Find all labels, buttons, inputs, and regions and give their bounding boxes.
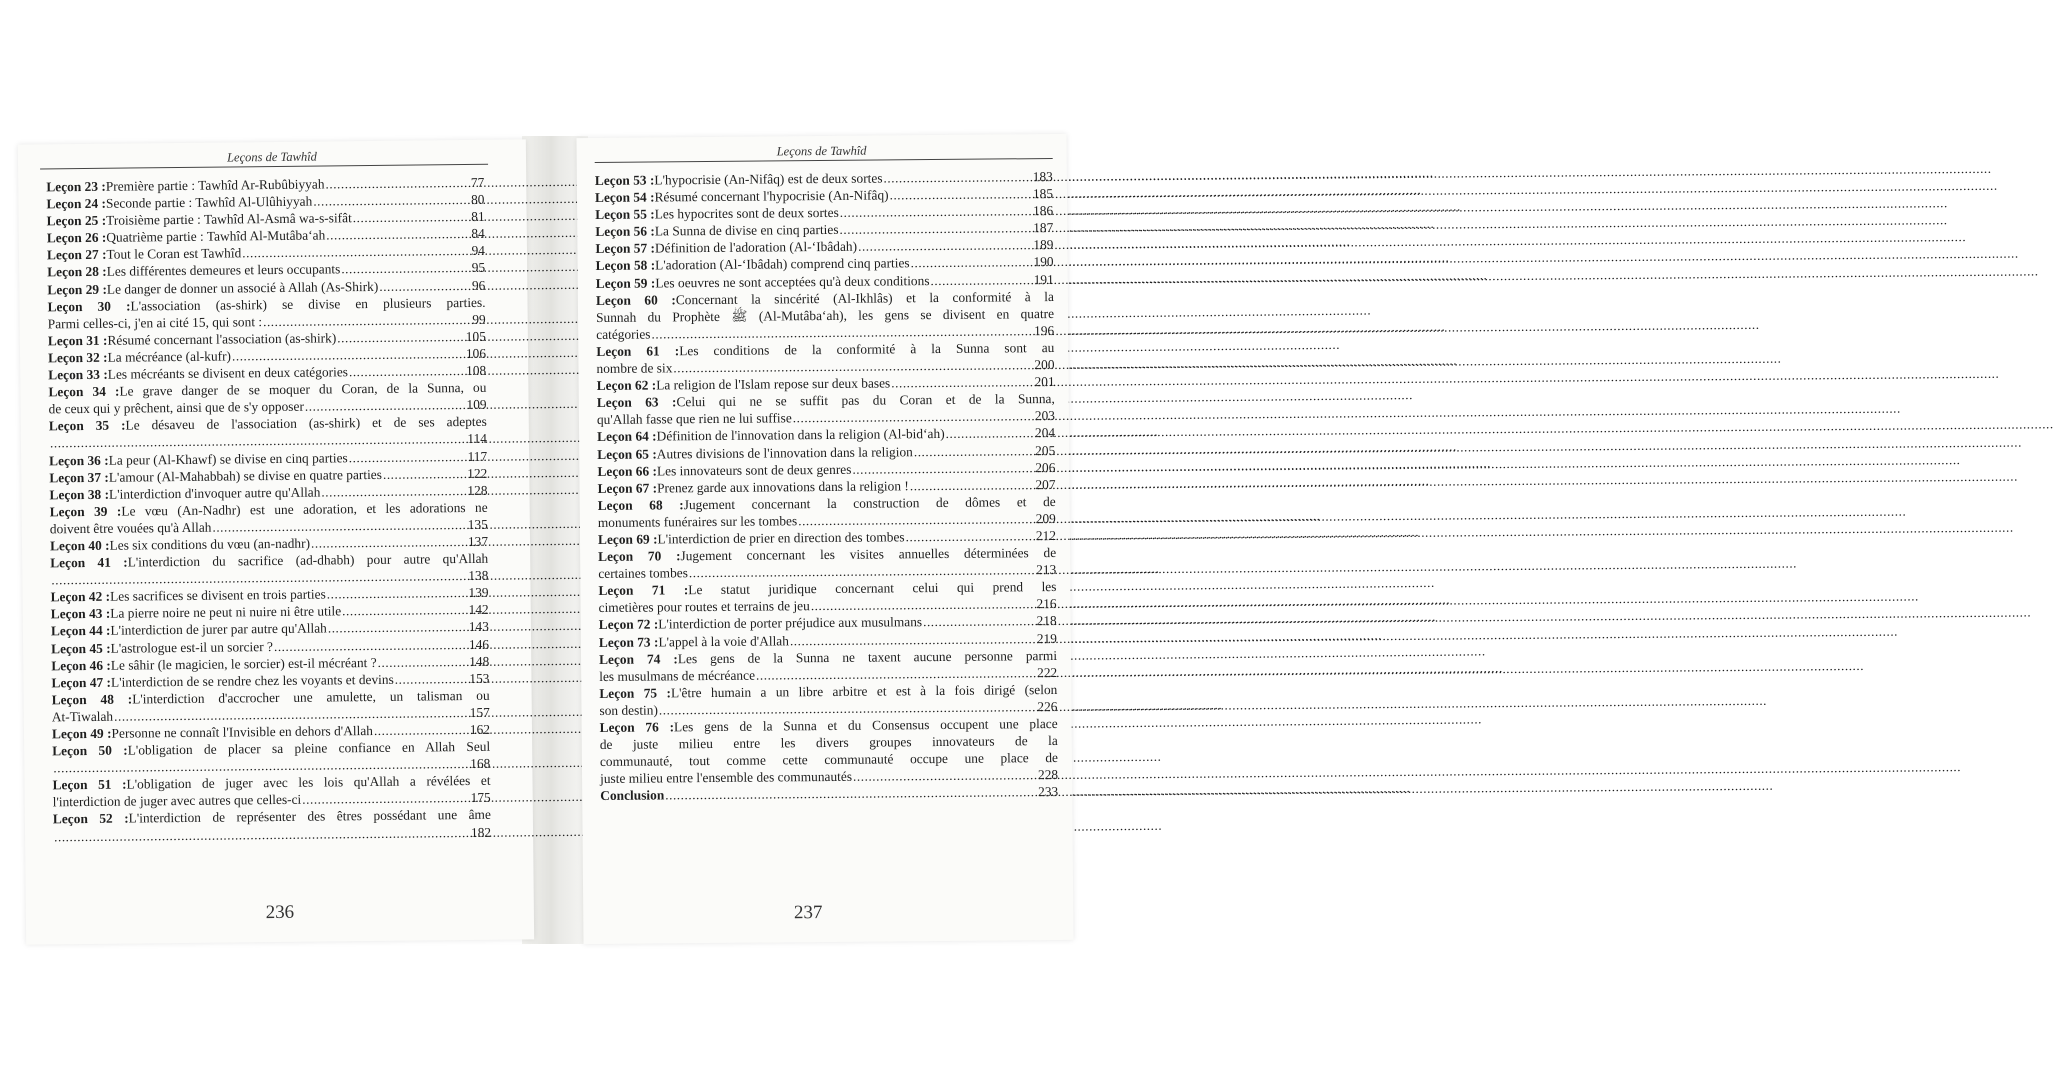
page-ref: 99 [472, 311, 486, 327]
lesson-title-text: Les gens de la Sunna ne taxent aucune personne parmi [677, 647, 1058, 666]
lesson-label: Leçon 65 : [597, 445, 657, 462]
lesson-title-text: L'interdiction d'accrocher une amulette, un talisman ou [132, 687, 490, 707]
page-ref: 77 [470, 174, 485, 190]
page-ref: 206 [1035, 459, 1056, 475]
toc-entry [50, 550, 488, 589]
lesson-title-text: Résumé concernant l'hypocrisie (An-Nifâq) [654, 187, 889, 205]
lesson-label: Conclusion [600, 787, 665, 804]
lesson-title-text: Le grave danger de se moquer du Coran, de la Sunna, ou [119, 379, 487, 399]
page-ref: 95 [471, 260, 486, 276]
dot-leader [839, 219, 1032, 238]
lesson-title-text: Sunnah du Prophète ﷺ (Al-Mutâba‘ah), les gens se divisent en quatre [595, 305, 1055, 325]
lesson-label: Leçon 55 : [595, 206, 655, 223]
lesson-label: Leçon 75 : [599, 685, 671, 701]
dot-leader [328, 618, 468, 637]
dot-leader [341, 259, 471, 277]
lesson-label: Leçon 45 : [51, 640, 111, 656]
toc-entry [48, 379, 486, 418]
lesson-title-text: L'amour (Al-Mahabbah) se divise en quatre parties [108, 466, 382, 485]
dot-leader [383, 465, 466, 483]
toc-list [46, 174, 491, 845]
lesson-label: Leçon 49 : [51, 725, 112, 742]
lesson-title-text: Les hypocrites sont de deux sortes [654, 205, 839, 222]
lesson-label: Leçon 68 : [597, 497, 684, 513]
lesson-title-text: Jugement concernant la construction de dômes et de [683, 493, 1056, 513]
dot-leader [321, 482, 466, 501]
lesson-title-text: La religion de l'Islam repose sur deux bases [656, 375, 891, 393]
dot-leader [311, 533, 467, 552]
page-ref: 81 [471, 208, 485, 225]
page-ref: 186 [1032, 203, 1054, 219]
dot-leader [327, 584, 468, 603]
lesson-label: Leçon 30 : [47, 298, 131, 315]
lesson-title-text: Jugement concernant les visites annuelles déterminées de [680, 545, 1057, 564]
page-ref: 200 [1034, 357, 1055, 373]
dot-leader [337, 328, 465, 346]
lesson-label: Leçon 23 : [46, 178, 106, 195]
page-ref: 190 [1033, 254, 1054, 270]
dot-leader [756, 664, 1036, 684]
lesson-label: Leçon 74 : [598, 650, 678, 667]
page-ref: 142 [468, 602, 489, 618]
lesson-title-text: son destin) [599, 702, 658, 718]
page-ref: 143 [468, 619, 489, 635]
dot-leader [858, 237, 1032, 256]
lesson-title-text: L'interdiction du sacrifice (ad-dhabh) pour autre qu'Allah [127, 550, 489, 570]
page-ref: 187 [1033, 220, 1054, 236]
lesson-title-text: doivent être vouées qu'à Allah [49, 519, 212, 537]
lesson-title-text: Le danger de donner un associé à Allah (As-Shirk) [106, 278, 379, 297]
dot-leader [798, 510, 1035, 529]
lesson-label: Leçon 51 : [52, 776, 127, 793]
lesson-label: Leçon 47 : [51, 674, 112, 691]
lesson-title-text: nombre de six [596, 360, 673, 377]
lesson-label: Leçon 28 : [47, 264, 107, 280]
page-ref: 139 [468, 585, 489, 601]
lesson-label: Leçon 33 : [48, 366, 108, 383]
page-ref: 201 [1034, 374, 1055, 390]
lesson-title-text: Autres divisions de l'innovation dans la religion [656, 443, 913, 461]
running-head: Leçons de Tawhîd [226, 149, 317, 165]
dot-leader [840, 202, 1032, 221]
dot-leader [923, 613, 1036, 631]
lesson-title-text: L'adoration (Al-‘Ibâdah) comprend cinq parties [655, 255, 910, 273]
lesson-title-text: Les innovateurs sont de deux genres [656, 461, 852, 479]
dot-leader [911, 254, 1033, 272]
lesson-title-text: La mécréance (al-kufr) [107, 348, 232, 365]
page-ref: 233 [1038, 784, 1059, 800]
page-ref: 109 [466, 397, 487, 413]
lesson-title-text: Le désaveu de l'association (as-shirk) et de ses adeptes [125, 414, 487, 433]
page-ref: 105 [465, 328, 486, 344]
page-ref: 122 [467, 465, 488, 481]
toc-entry [600, 783, 1058, 804]
lesson-label: Leçon 25 : [46, 212, 107, 229]
lesson-title-text: Les mécréants se divisent en deux catégories [107, 364, 349, 382]
lesson-title-text: L'interdiction de se rendre chez les voyants et devins [110, 671, 394, 690]
dot-leader [790, 630, 1036, 649]
lesson-title-text: Les gens de la Sunna et du Consensus occupent une place [673, 715, 1058, 735]
lesson-label: Leçon 70 : [598, 548, 681, 565]
page-ref: 137 [467, 533, 489, 549]
page-ref: 182 [470, 824, 492, 840]
toc-entry [596, 288, 1054, 343]
dot-leader [326, 225, 470, 244]
lesson-label: Leçon 43 : [50, 606, 111, 622]
dot-leader [883, 168, 1031, 186]
page-ref: 209 [1035, 510, 1056, 527]
toc-entry [598, 578, 1056, 616]
dot-leader [313, 191, 470, 210]
lesson-title-text: Parmi celles-ci, j'en ai cité 15, qui sont : [47, 313, 263, 332]
lesson-title-text: L'obligation de juger avec les lois qu'Allah a révélées et [126, 773, 491, 792]
lesson-title-text: Les sacrifices se divisent en trois parties [109, 586, 326, 604]
lesson-title-text: catégories [596, 326, 651, 342]
lesson-label: Leçon 66 : [597, 463, 657, 479]
lesson-title-text: Définition de l'innovation dans la religion (Al-bid‘ah) [656, 426, 945, 444]
lesson-label: Leçon 61 : [596, 343, 680, 359]
lesson-title-text: L'interdiction d'invoquer autre qu'Allah [108, 484, 321, 502]
page-ref: 191 [1033, 271, 1054, 287]
lesson-title-text: Définition de l'adoration (Al-‘Ibâdah) [654, 239, 858, 256]
lesson-title-text: communauté, tout comme cette communauté occupe une place de [599, 750, 1058, 770]
dot-leader [342, 601, 468, 619]
page-ref: 84 [471, 226, 485, 242]
lesson-label: Leçon 50 : [52, 742, 128, 759]
lesson-title-text: L'astrologue est-il un sorcier ? [110, 638, 273, 656]
lesson-label: Leçon 52 : [52, 811, 129, 827]
lesson-label: Leçon 24 : [46, 195, 107, 212]
dot-leader [302, 789, 470, 808]
toc-entry [52, 687, 490, 726]
lesson-title-text: monuments funéraires sur les tombes [597, 513, 798, 530]
lesson-label: Leçon 53 : [594, 172, 655, 188]
right-page [576, 134, 1073, 944]
lesson-title-text: Personne ne connaît l'Invisible en dehors d'Allah [111, 722, 373, 741]
toc-entry [52, 772, 490, 811]
page-ref: 168 [470, 755, 491, 772]
page-ref: 203 [1034, 408, 1055, 424]
lesson-title-text: L'interdiction de porter préjudice aux musulmans [658, 614, 923, 632]
dot-leader [374, 721, 469, 739]
lesson-label: Leçon 57 : [595, 240, 656, 257]
dot-leader [793, 407, 1034, 426]
page-ref: 157 [469, 704, 490, 720]
page-ref: 128 [467, 482, 488, 498]
lesson-title-text: Les oeuvres ne sont acceptées qu'à deux conditions [655, 272, 930, 291]
page-number: 236 [265, 901, 295, 924]
dot-leader [665, 784, 1037, 804]
lesson-title-text: At-Tiwalah [51, 708, 114, 725]
lesson-title-text: l'interdiction de juger avec autres que celles-ci [52, 792, 302, 810]
lesson-title-text: cimetières pour routes et terrains de jeu [598, 598, 810, 616]
lesson-label: Leçon 46 : [51, 657, 111, 673]
lesson-title-text: de juste milieu entre les divers groupes innovateurs de la [599, 733, 1058, 753]
page-ref: 108 [466, 362, 487, 379]
page-ref: 135 [467, 516, 488, 532]
page-ref: 219 [1036, 630, 1057, 646]
page-ref: 106 [465, 345, 487, 361]
dot-leader [910, 476, 1035, 494]
page-ref: 222 [1037, 664, 1058, 680]
page-ref: 80 [470, 191, 485, 208]
lesson-title-text: Tout le Coran est Tawhîd [106, 245, 242, 263]
lesson-title-text: certaines tombes [598, 565, 688, 582]
toc-entry [52, 738, 490, 777]
dot-leader [906, 527, 1035, 545]
lesson-title-text: les musulmans de mécréance [599, 667, 756, 684]
dot-leader [946, 425, 1035, 443]
page-ref: 153 [469, 670, 490, 686]
toc-entry [47, 293, 485, 332]
toc-entry-final-line [600, 783, 1058, 804]
page-ref: 162 [469, 721, 491, 737]
page-ref: 228 [1037, 767, 1059, 783]
dot-leader [274, 636, 468, 655]
page-ref: 175 [470, 790, 491, 806]
toc-entry-final-line [53, 823, 491, 845]
toc-entry [599, 681, 1057, 719]
page-ref: 218 [1036, 613, 1057, 629]
lesson-title-text: L'appel à la voie d'Allah [658, 632, 789, 649]
page-ref: 216 [1036, 596, 1057, 612]
lesson-title-text: Le sâhir (le magicien, le sorcier) est-il mécréant ? [110, 654, 377, 673]
lesson-title-text: L'être humain a un libre arbitre et est à la fois dirigé (selon [670, 681, 1058, 701]
lesson-label: Leçon 26 : [46, 230, 107, 246]
toc-entry [596, 339, 1054, 377]
lesson-title-text: Celui qui ne se suffit pas du Coran et de la Sunna, [676, 391, 1055, 410]
lesson-label: Leçon 39 : [49, 503, 122, 520]
lesson-title-text: La pierre noire ne peut ni nuire ni être utile [110, 603, 342, 622]
toc-entry [598, 544, 1056, 582]
dot-leader [379, 277, 471, 295]
lesson-label: Leçon 40 : [49, 537, 110, 554]
lesson-title-text: de ceux qui y prêchent, ainsi que de s'y opposer [48, 398, 304, 417]
page-number: 237 [793, 902, 823, 924]
dot-leader [914, 442, 1034, 460]
lesson-label: Leçon 54 : [594, 189, 655, 206]
lesson-label: Leçon 72 : [598, 616, 659, 633]
dot-leader [305, 396, 466, 415]
lesson-title-text: Les conditions de la conformité à la Sunna sont au [679, 339, 1055, 359]
lesson-label: Leçon 34 : [48, 383, 120, 400]
lesson-label: Leçon 64 : [597, 428, 657, 445]
lesson-label: Leçon 56 : [595, 223, 655, 240]
lesson-label: Leçon 62 : [596, 377, 657, 394]
lesson-label: Leçon 48 : [51, 691, 133, 708]
lesson-label: Leçon 63 : [596, 394, 677, 411]
lesson-label: Leçon 35 : [48, 417, 126, 434]
lesson-title-text: Prenez garde aux innovations dans la religion ! [656, 477, 909, 496]
lesson-label: Leçon 29 : [47, 281, 107, 297]
page-ref: 94 [471, 243, 486, 259]
dot-leader [930, 271, 1032, 289]
lesson-label: Leçon 59 : [595, 275, 656, 291]
left-page [18, 139, 534, 944]
lesson-title-text: L'association (as-shirk) se divise en plusieurs parties. [130, 294, 486, 314]
lesson-title-text: L'hypocrisie (An-Nifâq) est de deux sortes [654, 170, 883, 188]
dot-leader [325, 174, 470, 193]
dot-leader [395, 670, 469, 688]
toc-entry [597, 390, 1055, 428]
page-ref: 148 [469, 653, 490, 669]
lesson-label: Leçon 69 : [597, 531, 658, 547]
page-ref: 138 [468, 567, 489, 584]
lesson-title-text: qu'Allah fasse que rien ne lui suffise [596, 410, 792, 428]
page-ref: 196 [1034, 322, 1055, 339]
dot-leader [349, 448, 467, 466]
lesson-label: Leçon 71 : [598, 582, 689, 599]
dot-leader [890, 185, 1032, 203]
lesson-title-text: juste milieu entre l'ensemble des communautés [600, 769, 853, 787]
dot-leader [349, 362, 465, 380]
lesson-label: Leçon 41 : [50, 554, 128, 571]
page-ref: 204 [1034, 425, 1056, 441]
lesson-label: Leçon 38 : [49, 486, 110, 503]
lesson-title-text: L'interdiction de jurer par autre qu'Allah [110, 620, 327, 639]
page-ref: 183 [1032, 168, 1053, 185]
lesson-title-text: La peur (Al-Khawf) se divise en cinq parties [108, 449, 348, 468]
dot-leader [353, 208, 471, 226]
page-ref: 205 [1035, 442, 1056, 458]
lesson-label: Leçon 37 : [49, 469, 109, 485]
page-ref: 96 [471, 277, 486, 293]
toc-entry [598, 493, 1056, 531]
lesson-label: Leçon 44 : [50, 623, 111, 639]
dot-leader [891, 373, 1033, 391]
dot-leader [853, 766, 1037, 785]
toc-entry [49, 413, 487, 452]
dot-leader [54, 824, 470, 845]
lesson-title-text: Première partie : Tawhîd Ar-Rubûbiyyah [105, 176, 325, 194]
dot-leader [263, 311, 471, 330]
page-ref: 114 [467, 431, 488, 447]
lesson-label: Leçon 76 : [599, 719, 675, 735]
lesson-label: Leçon 67 : [597, 480, 658, 496]
toc-entry [53, 806, 491, 845]
page-ref: 185 [1032, 186, 1054, 202]
lesson-title-text: Résumé concernant l'association (as-shirk) [107, 330, 337, 348]
lesson-label: Leçon 32 : [47, 349, 108, 366]
page-ref: 117 [467, 448, 488, 464]
page-ref: 213 [1036, 562, 1057, 578]
lesson-title-text: L'interdiction de représenter des êtres possédant une âme [128, 807, 491, 827]
lesson-label: Leçon 42 : [50, 588, 111, 605]
lesson-label: Leçon 58 : [595, 257, 656, 274]
page-ref: 212 [1035, 527, 1057, 544]
lesson-label: Leçon 36 : [49, 452, 109, 468]
lesson-label: Leçon 31 : [47, 332, 108, 349]
toc-entry [599, 647, 1057, 685]
lesson-title-text: Concernant la sincérité (Al-Ikhlâs) et la conformité à la [675, 288, 1054, 307]
lesson-title-text: Les six conditions du vœu (an-nadhr) [109, 535, 311, 553]
dot-leader [811, 596, 1036, 615]
dot-leader [378, 653, 469, 671]
page-ref: 146 [468, 636, 490, 652]
toc-entry [50, 499, 488, 538]
toc-list [595, 168, 1059, 804]
lesson-title-text: Seconde partie : Tawhîd Al-Ulûhiyyah [105, 193, 313, 211]
lesson-label: Leçon 73 : [598, 633, 659, 650]
lesson-label: Leçon 27 : [46, 247, 107, 263]
lesson-title-text: L'obligation de placer sa pleine confiance en Allah Seul [127, 738, 491, 758]
lesson-title-text: Les différentes demeures et leurs occupants [106, 261, 341, 280]
page-ref: 226 [1037, 698, 1058, 715]
page-ref: 189 [1033, 237, 1054, 253]
toc-entry [600, 715, 1059, 787]
lesson-title-text: Quatrième partie : Tawhîd Al-Mutâba‘ah [106, 227, 326, 246]
lesson-title-text: Le statut juridique concernant celui qui prend les [688, 579, 1057, 598]
lesson-title-text: L'interdiction de prier en direction des tombes [657, 529, 905, 547]
running-head: Leçons de Tawhîd [776, 143, 867, 159]
lesson-label: Leçon 60 : [595, 291, 676, 308]
lesson-title-text: Le vœu (An-Nadhr) est une adoration, et les adorations ne [121, 499, 488, 519]
page-ref: 207 [1035, 476, 1056, 492]
lesson-title-text: La Sunna de divise en cinq parties [654, 222, 839, 239]
dot-leader [852, 459, 1034, 478]
lesson-title-text: Troisième partie : Tawhîd Al-Asmâ wa-s-sifât [106, 210, 352, 228]
